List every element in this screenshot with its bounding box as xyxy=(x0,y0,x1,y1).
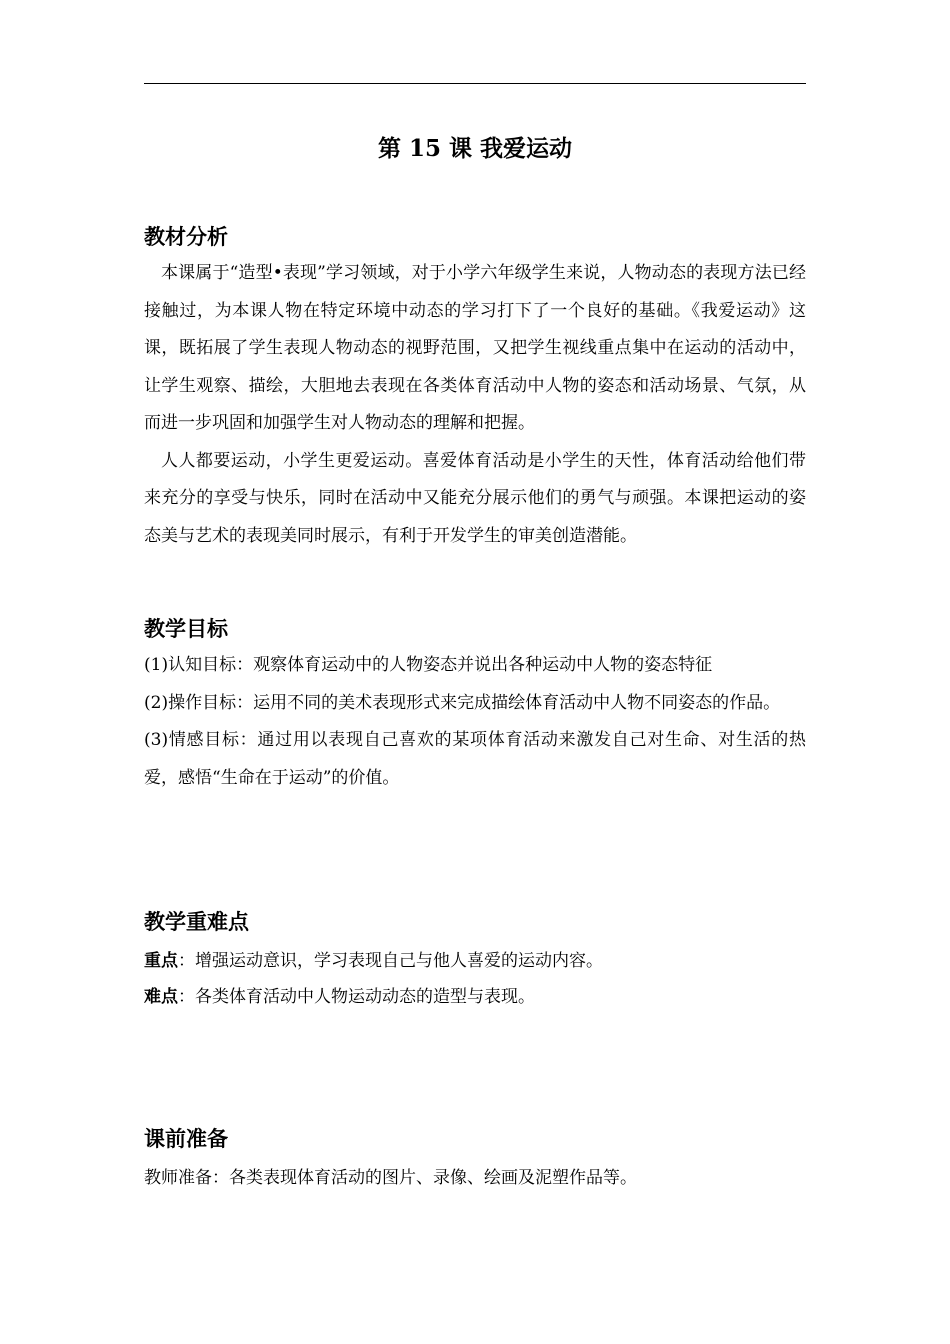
header-rule xyxy=(144,83,806,84)
preparation-heading: 课前准备 xyxy=(144,1127,228,1151)
difficulty-label: 难点 xyxy=(144,987,178,1007)
key-point-line xyxy=(144,943,806,979)
objectives-list xyxy=(144,647,806,797)
analysis-paragraph-1: 本课属于“造型•表现”学习领域，对于小学六年级学生来说，人物动态的表现方法已经接触过，为本课人物在特定环境中动态的学习打下了一个良好的基础。《我爱运动》这课，既拓展了学生表现人物动态的视野范围，又把学生视线重点集中在运动的活动中，让学生观察、描绘，大胆地去表现在各类体育活动中人物的姿态和活动场景、气氛，从而进一步巩固和加强学生对人物动态的理解和把握。 xyxy=(144,263,806,433)
key-points-heading: 教学重难点 xyxy=(144,910,249,934)
difficulty-line xyxy=(144,979,806,1015)
objectives-heading: 教学目标 xyxy=(144,617,228,641)
key-points-body xyxy=(144,943,806,1015)
key-point-text: ：增强运动意识，学习表现自己与他人喜爱的运动内容。 xyxy=(178,951,603,971)
objective-item-cognitive: (1)认知目标：观察体育运动中的人物姿态并说出各种运动中人物的姿态特征 xyxy=(144,655,713,675)
lesson-title: 第 15 课 我爱运动 xyxy=(377,135,573,162)
analysis-heading: 教材分析 xyxy=(144,225,228,249)
analysis-body xyxy=(144,255,806,555)
objective-item-operation: (2)操作目标：运用不同的美术表现形式来完成描绘体育活动中人物不同姿态的作品。 xyxy=(144,692,781,713)
analysis-paragraph-2: 人人都要运动，小学生更爱运动。喜爱体育活动是小学生的天性，体育活动给他们带来充分的享受与快乐，同时在活动中又能充分展示他们的勇气与顽强。本课把运动的姿态美与艺术的表现美同时展示，有利于开发学生的审美创造潜能。 xyxy=(144,450,806,546)
objective-item-emotion: (3)情感目标：通过用以表现自己喜欢的某项体育活动来激发自己对生命、对生活的热爱，感悟“生命在于运动”的价值。 xyxy=(144,730,806,788)
key-point-label: 重点 xyxy=(144,951,178,971)
difficulty-text: ：各类体育活动中人物运动动态的造型与表现。 xyxy=(178,987,535,1007)
teacher-preparation: 教师准备：各类表现体育活动的图片、录像、绘画及泥塑作品等。 xyxy=(144,1168,637,1188)
preparation-body xyxy=(144,1160,806,1196)
